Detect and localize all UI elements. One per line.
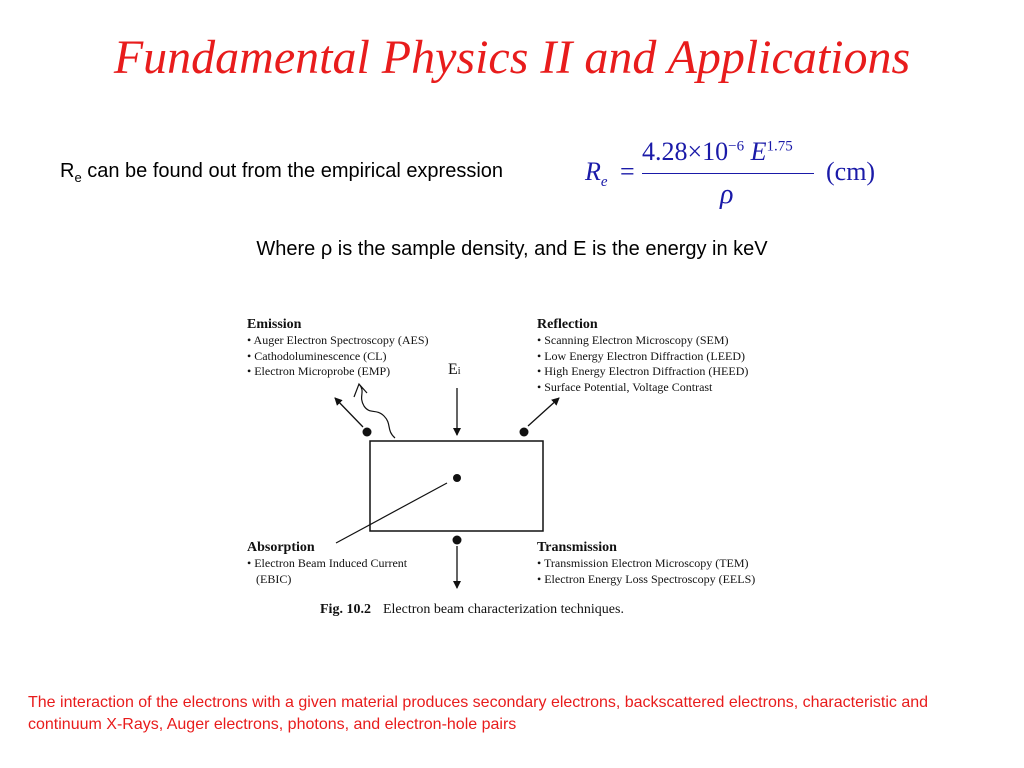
absorption-item: • Electron Beam Induced Current (247, 556, 408, 570)
intro-text (60, 160, 503, 185)
emission-item: • Electron Microprobe (EMP) (247, 364, 391, 378)
transmission-item: • Electron Energy Loss Spectroscopy (EELS) (537, 571, 756, 586)
emission-item: • Auger Electron Spectroscopy (AES) (247, 333, 429, 347)
figure-caption-label: Fig. 10.2 (320, 602, 371, 617)
formula-equals: = (620, 157, 635, 186)
transmission-item: • Transmission Electron Microscopy (TEM) (537, 556, 749, 570)
absorption-item: (EBIC) (256, 571, 292, 586)
sample-rectangle (370, 441, 543, 531)
reflection-item: • Scanning Electron Microscopy (SEM) (537, 333, 729, 347)
interior-electron-dot (453, 474, 461, 482)
reflection-block (537, 316, 748, 395)
intro-symbol: R (60, 160, 75, 182)
reflection-item: • High Energy Electron Diffraction (HEED) (537, 364, 749, 378)
formula-numerator: $4.28\times 10^{-6}$ $E^{1.75}$ (642, 137, 793, 166)
reflection-item: • Surface Potential, Voltage Contrast (537, 379, 713, 394)
figure-caption (320, 602, 624, 618)
where-text: Where ρ is the sample density, and E is the energy in keV (256, 238, 768, 260)
transmission-block (537, 539, 755, 587)
emission-photon-wave (354, 384, 395, 438)
emission-block (247, 316, 429, 380)
transmission-electron-dot (453, 536, 462, 545)
formula-unit: (cm) (826, 157, 876, 186)
absorption-block (247, 539, 407, 587)
reflection-heading: Reflection (537, 317, 598, 332)
absorption-heading: Absorption (247, 540, 315, 555)
intro-body: can be found out from the empirical expression (87, 160, 504, 182)
slide-title: Fundamental Physics II and Applications (113, 31, 911, 84)
emission-arrow (335, 398, 363, 427)
incident-energy-label: Ei (448, 361, 461, 378)
reflection-electron-dot (520, 428, 529, 437)
figure-caption-text: Electron beam characterization techniques. (382, 602, 624, 617)
reflection-arrow (528, 398, 559, 426)
formula-fraction-bar (642, 173, 814, 174)
emission-heading: Emission (247, 317, 302, 332)
absorption-leader-line (336, 483, 447, 543)
formula-lhs: $R_e$ (585, 157, 608, 191)
emission-item: • Cathodoluminescence (CL) (247, 348, 387, 363)
range-formula (580, 135, 900, 220)
reflection-item: • Low Energy Electron Diffraction (LEED) (537, 348, 746, 363)
transmission-heading: Transmission (537, 540, 617, 555)
intro-subscript: e (74, 170, 82, 185)
footer-note: The interaction of the electrons with a given material produces secondary electrons, backscattered electrons, characteristic and continuum X-Rays, Auger electrons, photons, and electron-hole pairs (28, 694, 929, 733)
electron-beam-diagram (240, 300, 800, 640)
formula-denominator: ρ (720, 179, 734, 210)
emission-electron-dot (363, 428, 372, 437)
